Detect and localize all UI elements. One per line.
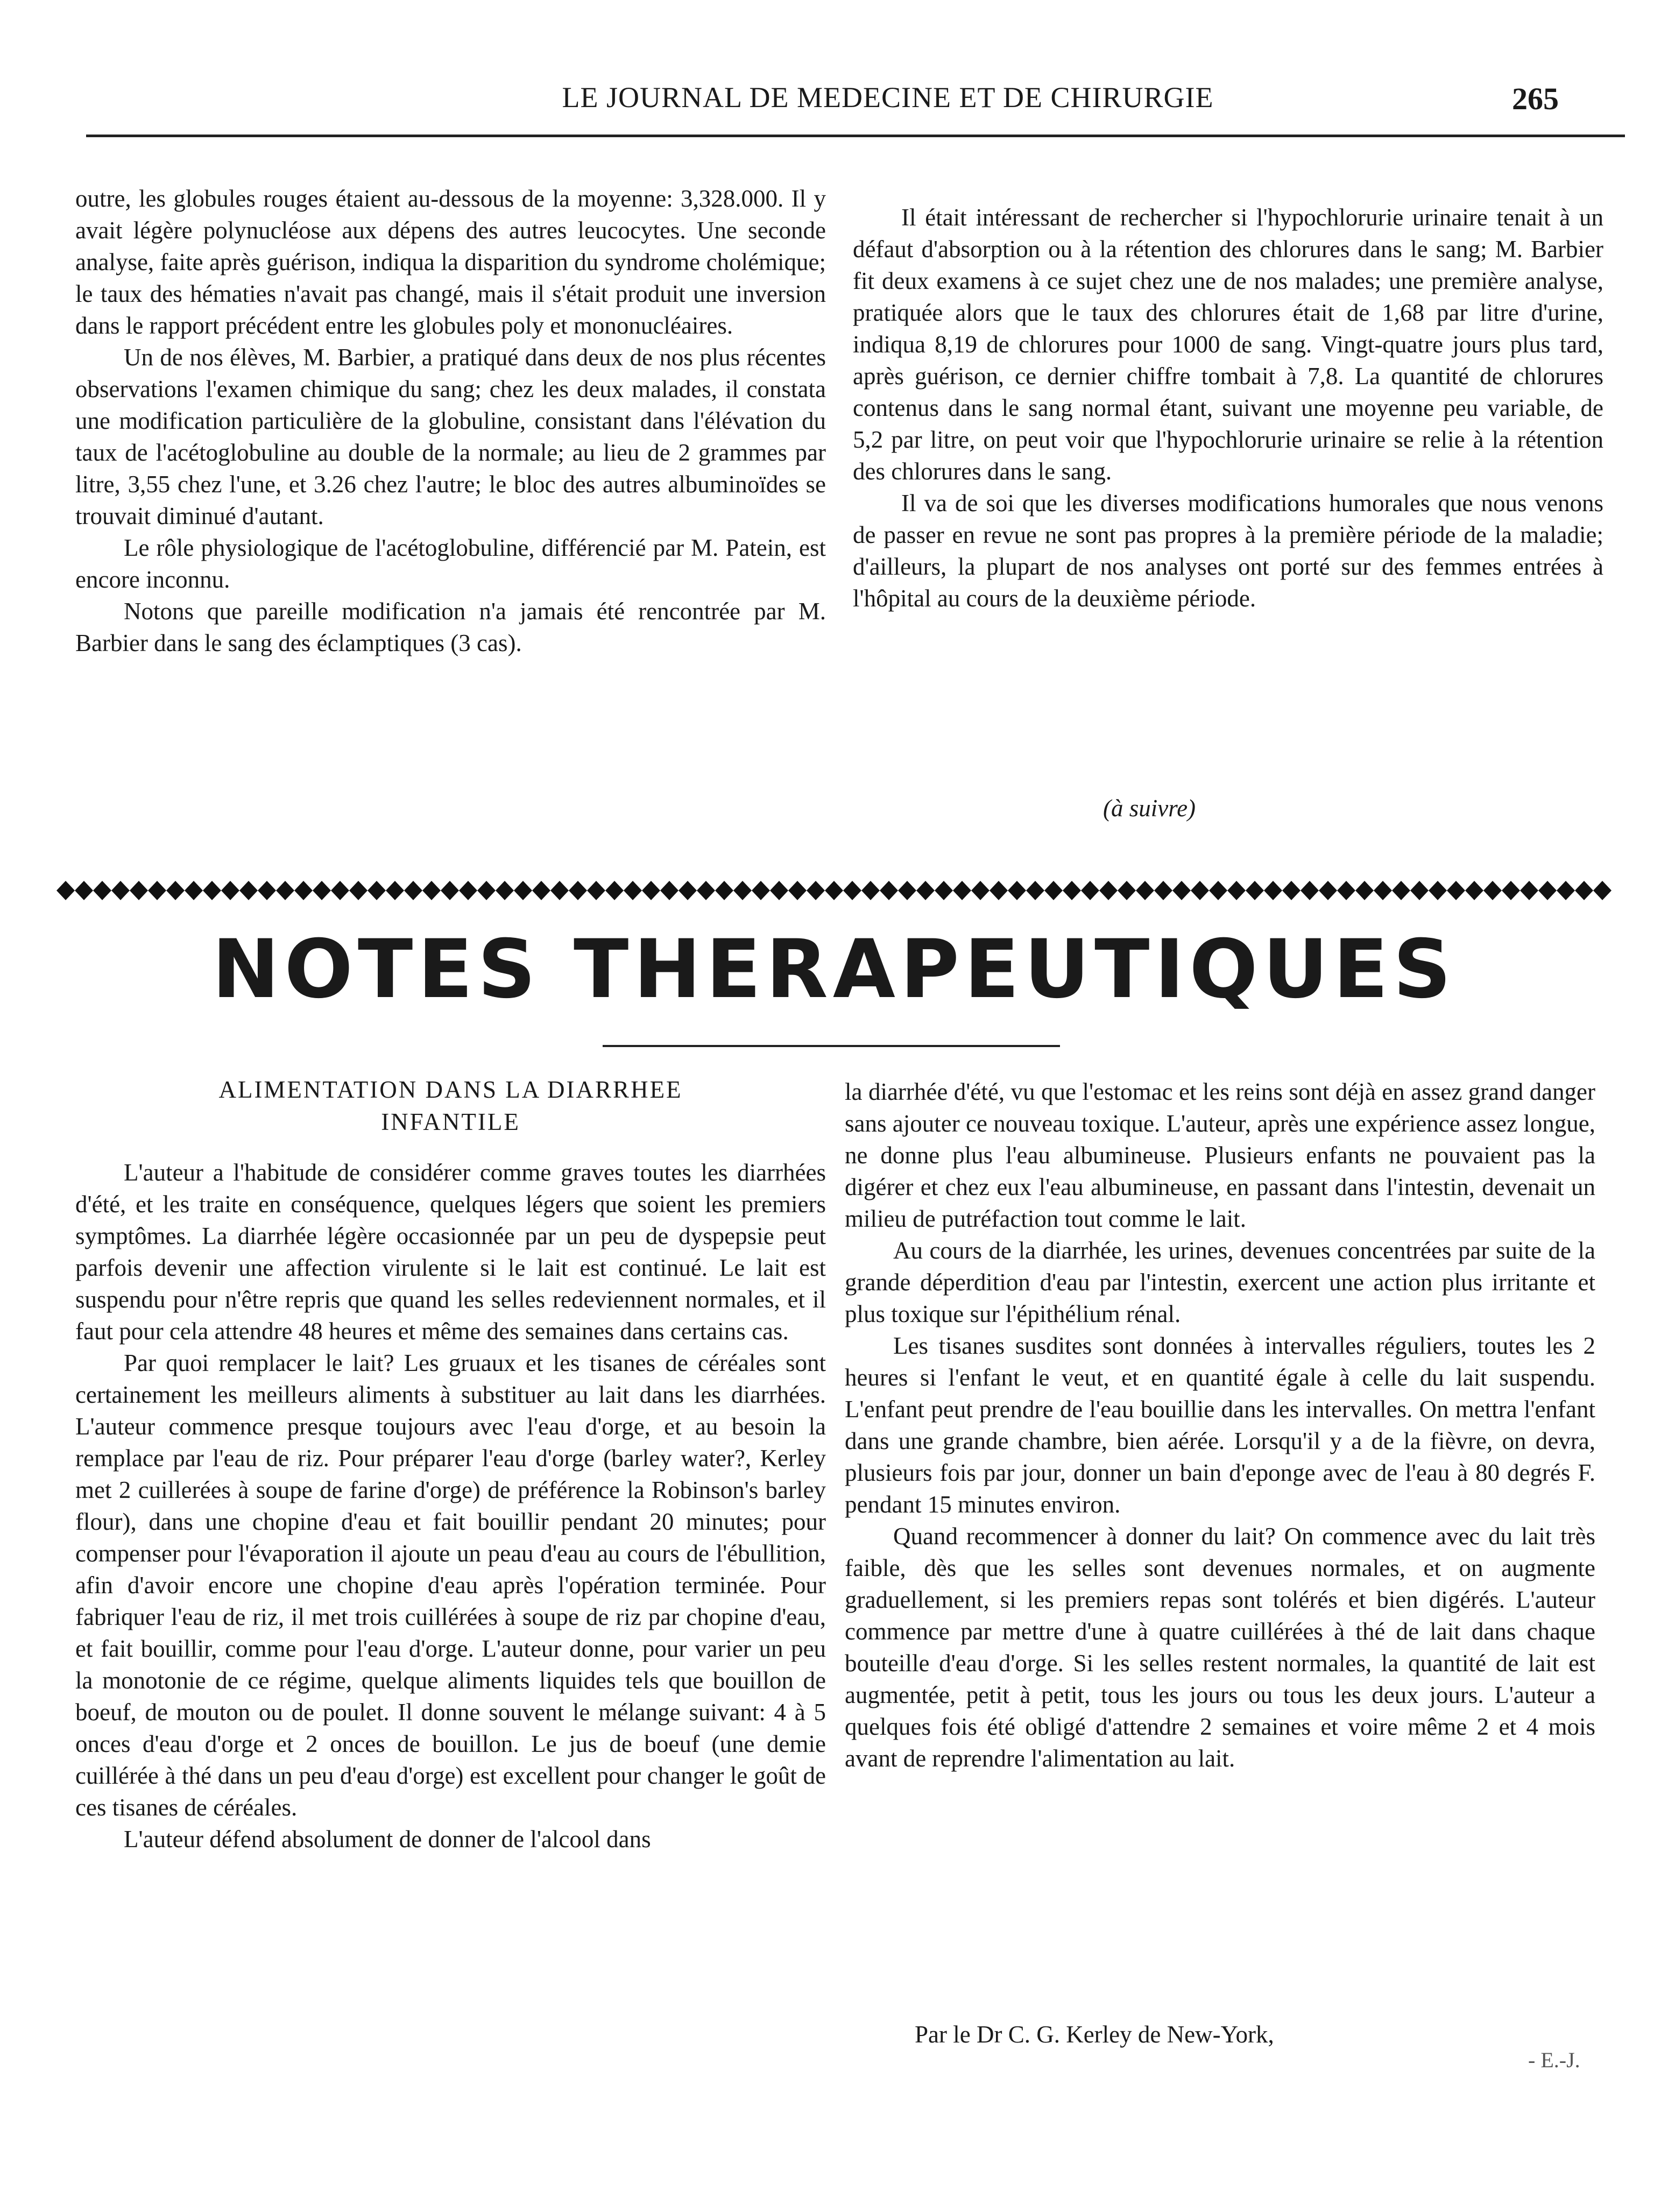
diamond-ornament [111,881,130,900]
diamond-ornament [459,881,477,900]
diamond-ornament [843,881,861,900]
diamond-ornament [1374,881,1392,900]
diamond-ornament [1246,881,1264,900]
diamond-ornament [1136,881,1154,900]
diamond-ornament [935,881,953,900]
diamond-ornament [1282,881,1301,900]
diamond-ornament [1008,881,1026,900]
diamond-ornament [1044,881,1063,900]
diamond-ornament [75,881,93,900]
paragraph: Notons que pareille modification n'a jamais été rencontrée par M. Barbier dans le sang des éclamptiques (3 cas). [75,598,826,656]
article-right-column [845,1076,1595,1775]
diamond-ornament [1026,881,1044,900]
diamond-ornament [1447,881,1465,900]
paragraph: Au cours de la diarrhée, les urines, devenues concentrées par suite de la grande déperdition d'eau par l'intestin, exercent une action plus irritante et plus toxique sur l'épithélium rénal. [845,1237,1595,1327]
diamond-ornament [221,881,239,900]
diamond-ornament [1227,881,1246,900]
diamond-ornament [148,881,166,900]
paragraph: L'auteur a l'habitude de considérer comme graves toutes les diarrhées d'été, et les traite en conséquence, quelques légers que soient les premiers symptômes. La diarrhée légère occasionnée par un peu de dyspepsie peut parfois devenir une affection virulente si le lait est continué. Le lait est suspendu pour n'être repris que quand les selles redeviennent normales, et il faut pour cela attendre 48 heures et même des semaines dans certains cas. [75,1159,826,1345]
diamond-ornament [697,881,715,900]
diamond-ornament [770,881,788,900]
article-title-line: ALIMENTATION DANS LA DIARRHEE [218,1076,683,1103]
diamond-ornament [93,881,111,900]
diamond-ornament [313,881,331,900]
paragraph: Le rôle physiologique de l'acétoglobuline, différencié par M. Patein, est encore inconnu. [75,534,826,593]
title-rule [603,1045,1060,1047]
diamond-ornament [660,881,678,900]
top-right-column [853,202,1603,614]
diamond-ornament [1465,881,1483,900]
diamond-ornament [1264,881,1282,900]
diamond-ornament [898,881,916,900]
diamond-ornament [1429,881,1447,900]
diamond-ornament [916,881,935,900]
paragraph: Par quoi remplacer le lait? Les gruaux et les tisanes de céréales sont certainement les meilleurs aliments à substituer au lait dans les diarrhées. L'auteur commence presque toujours avec l'eau d'orge, et au besoin la remplace par l'eau de riz. Pour préparer l'eau d'orge (barley water?, Kerley met 2 cuillerées à soupe de farine d'orge) de préférence la Robinson's barley flour), dans une chopine d'eau et fait bouillir pendant 20 minutes; pour compenser pour l'évaporation il ajoute un peau d'eau au cours de l'ébullition, afin d'avoir encore une chopine d'eau après l'opération terminée. Pour fabriquer l'eau de riz, il met trois cuillérées à soupe de riz par chopine d'eau, et fait bouillir, comme pour l'eau d'orge. L'auteur donne, pour varier un peu la monotonie de ce régime, quelque aliments liquides tels que bouillon de boeuf, de mouton ou de poulet. Il donne souvent le mélange suivant: 4 à 5 onces d'eau d'orge et 2 onces de bouillon. Le jus de boeuf (une demie cuillérée à thé dans un peu d'eau d'orge) est excellent pour changer le goût de ces tisanes de céréales. [75,1349,826,1821]
diamond-ornament [404,881,422,900]
diamond-ornament [624,881,642,900]
diamond-ornament [587,881,605,900]
diamond-ornament [1557,881,1575,900]
diamond-ornament [1355,881,1374,900]
diamond-ornament [642,881,660,900]
diamond-divider [56,877,1612,904]
section-title: NOTES THERAPEUTIQUES [211,923,1457,1016]
diamond-ornament [752,881,770,900]
diamond-ornament [422,881,441,900]
diamond-ornament [880,881,898,900]
paragraph: Il va de soi que les diverses modifications humorales que nous venons de passer en revue ne sont pas propres à la première période de la maladie; d'ailleurs, la plupart de nos analyses ont porté sur des femmes entrées à l'hôpital au cours de la deuxième période. [853,490,1603,612]
diamond-ornament [166,881,185,900]
diamond-ornament [203,881,221,900]
continued-note: (à suivre) [1103,795,1196,822]
paragraph: Quand recommencer à donner du lait? On commence avec du lait très faible, dès que les selles sont devenues normales, et on augmente graduellement, si les premiers repas sont tolérés et bien digérés. L'auteur commence par mettre d'une à quatre cuillérées à thé de lait dans chaque bouteille d'eau d'orge. Si les selles restent normales, la quantité de lait est augmentée, petit à petit, tous les jours ou tous les deux jours. L'auteur a quelques fois été obligé d'attendre 2 semaines et voire même 2 et 4 mois avant de reprendre l'alimentation au lait. [845,1523,1595,1772]
diamond-ornament [1172,881,1191,900]
diamond-ornament [276,881,294,900]
diamond-ornament [1154,881,1172,900]
diamond-ornament [1502,881,1520,900]
paragraph: Un de nos élèves, M. Barbier, a pratiqué dans deux de nos plus récentes observations l'examen chimique du sang; chez les deux malades, il constata une modification particulière de la globuline, consistant dans l'élévation du taux de l'acétoglobuline au double de la normale; au lieu de 2 grammes par litre, 3,55 chez l'une, et 3.26 chez l'autre; le bloc des autres albuminoïdes se trouvait diminué d'autant. [75,344,826,529]
diamond-ornament [1520,881,1538,900]
byline: Par le Dr C. G. Kerley de New-York, [915,2021,1274,2048]
diamond-ornament [331,881,349,900]
diamond-ornament [1081,881,1099,900]
article-title-line: INFANTILE [381,1108,520,1135]
paragraph: Les tisanes susdites sont données à intervalles réguliers, toutes les 2 heures si l'enfant le veut, et en quantité égale à celle du lait suspendu. L'enfant peut prendre de l'eau bouillie dans les intervalles. On mettra l'enfant dans une grande chambre, bien aérée. Lorsqu'il y a de la fièvre, on devra, plusieurs fois par jour, donner un bain d'eponge avec de l'eau à 80 degrés F. pendant 15 minutes environ. [845,1332,1595,1518]
diamond-ornament [1191,881,1209,900]
diamond-ornament [807,881,825,900]
running-head: LE JOURNAL DE MEDECINE ET DE CHIRURGIE [562,81,1214,114]
page-number: 265 [1512,81,1559,116]
diamond-ornament [990,881,1008,900]
diamond-ornament [715,881,733,900]
diamond-ornament [1063,881,1081,900]
diamond-ornament [1483,881,1502,900]
diamond-ornament [569,881,587,900]
diamond-ornament [1319,881,1337,900]
diamond-ornament [733,881,752,900]
diamond-ornament [1099,881,1118,900]
diamond-ornament [825,881,843,900]
top-left-column [75,183,826,659]
diamond-ornament [532,881,550,900]
diamond-ornament [1538,881,1557,900]
diamond-ornament [788,881,807,900]
paragraph: Il était intéressant de rechercher si l'hypochlorurie urinaire tenait à un défaut d'absorption ou à la rétention des chlorures dans le sang; M. Barbier fit deux examens à ce sujet chez une de nos malades; une première analyse, pratiquée alors que le taux des chlorures était de 1,68 par litre d'urine, indiqua 8,19 de chlorures pour 1000 de sang. Vingt-quatre jours plus tard, après guérison, ce dernier chiffre tombait à 7,8. La quantité de chlorures contenus dans le sang normal étant, suivant une moyenne peu variable, de 5,2 par litre, on peut voir que l'hypochlorurie urinaire se relie à la rétention des chlorures dans le sang. [853,204,1603,485]
diamond-ornament [367,881,386,900]
diamond-ornament [477,881,496,900]
article-left-column [75,1157,826,1855]
diamond-ornament [550,881,569,900]
diamond-ornament [56,881,75,900]
diamond-ornament [1301,881,1319,900]
diamond-ornament [514,881,532,900]
diamond-ornament [349,881,367,900]
paragraph: L'auteur défend absolument de donner de l'alcool dans [124,1826,651,1853]
diamond-ornament [185,881,203,900]
paragraph: outre, les globules rouges étaient au-dessous de la moyenne: 3,328.000. Il y avait légère polynucléose aux dépens des autres leucocytes. Une seconde analyse, faite après guérison, indiqua la disparition du syndrome cholémique; le taux des hématies n'avait pas changé, mais il s'était produit une inversion dans le rapport précédent entre les globules poly et mononucléaires. [75,185,826,339]
diamond-ornament [386,881,404,900]
diamond-ornament [1392,881,1410,900]
diamond-ornament [1575,881,1593,900]
diamond-ornament [953,881,971,900]
diamond-ornament [130,881,148,900]
diamond-ornament [1209,881,1227,900]
diamond-ornament [605,881,624,900]
header-rule [86,135,1625,137]
article-title [75,1073,826,1138]
footer-mark: - E.-J. [1528,2048,1580,2072]
diamond-ornament [441,881,459,900]
diamond-ornament [861,881,880,900]
paragraph: la diarrhée d'été, vu que l'estomac et les reins sont déjà en assez grand danger sans ajouter ce nouveau toxique. L'auteur, après une expérience assez longue, ne donne plus l'eau albumineuse. Plusieurs enfants ne pouvaient pas la digérer et chez eux l'eau albumineuse, en passant dans l'intestin, devenait un milieu de putréfaction tout comme le lait. [845,1078,1595,1232]
diamond-ornament [258,881,276,900]
diamond-ornament [678,881,697,900]
diamond-ornament [1593,881,1612,900]
diamond-ornament [1337,881,1355,900]
diamond-ornament [239,881,258,900]
diamond-ornament [496,881,514,900]
diamond-ornament [1118,881,1136,900]
diamond-ornament [294,881,313,900]
diamond-ornament [971,881,990,900]
diamond-ornament [1410,881,1429,900]
